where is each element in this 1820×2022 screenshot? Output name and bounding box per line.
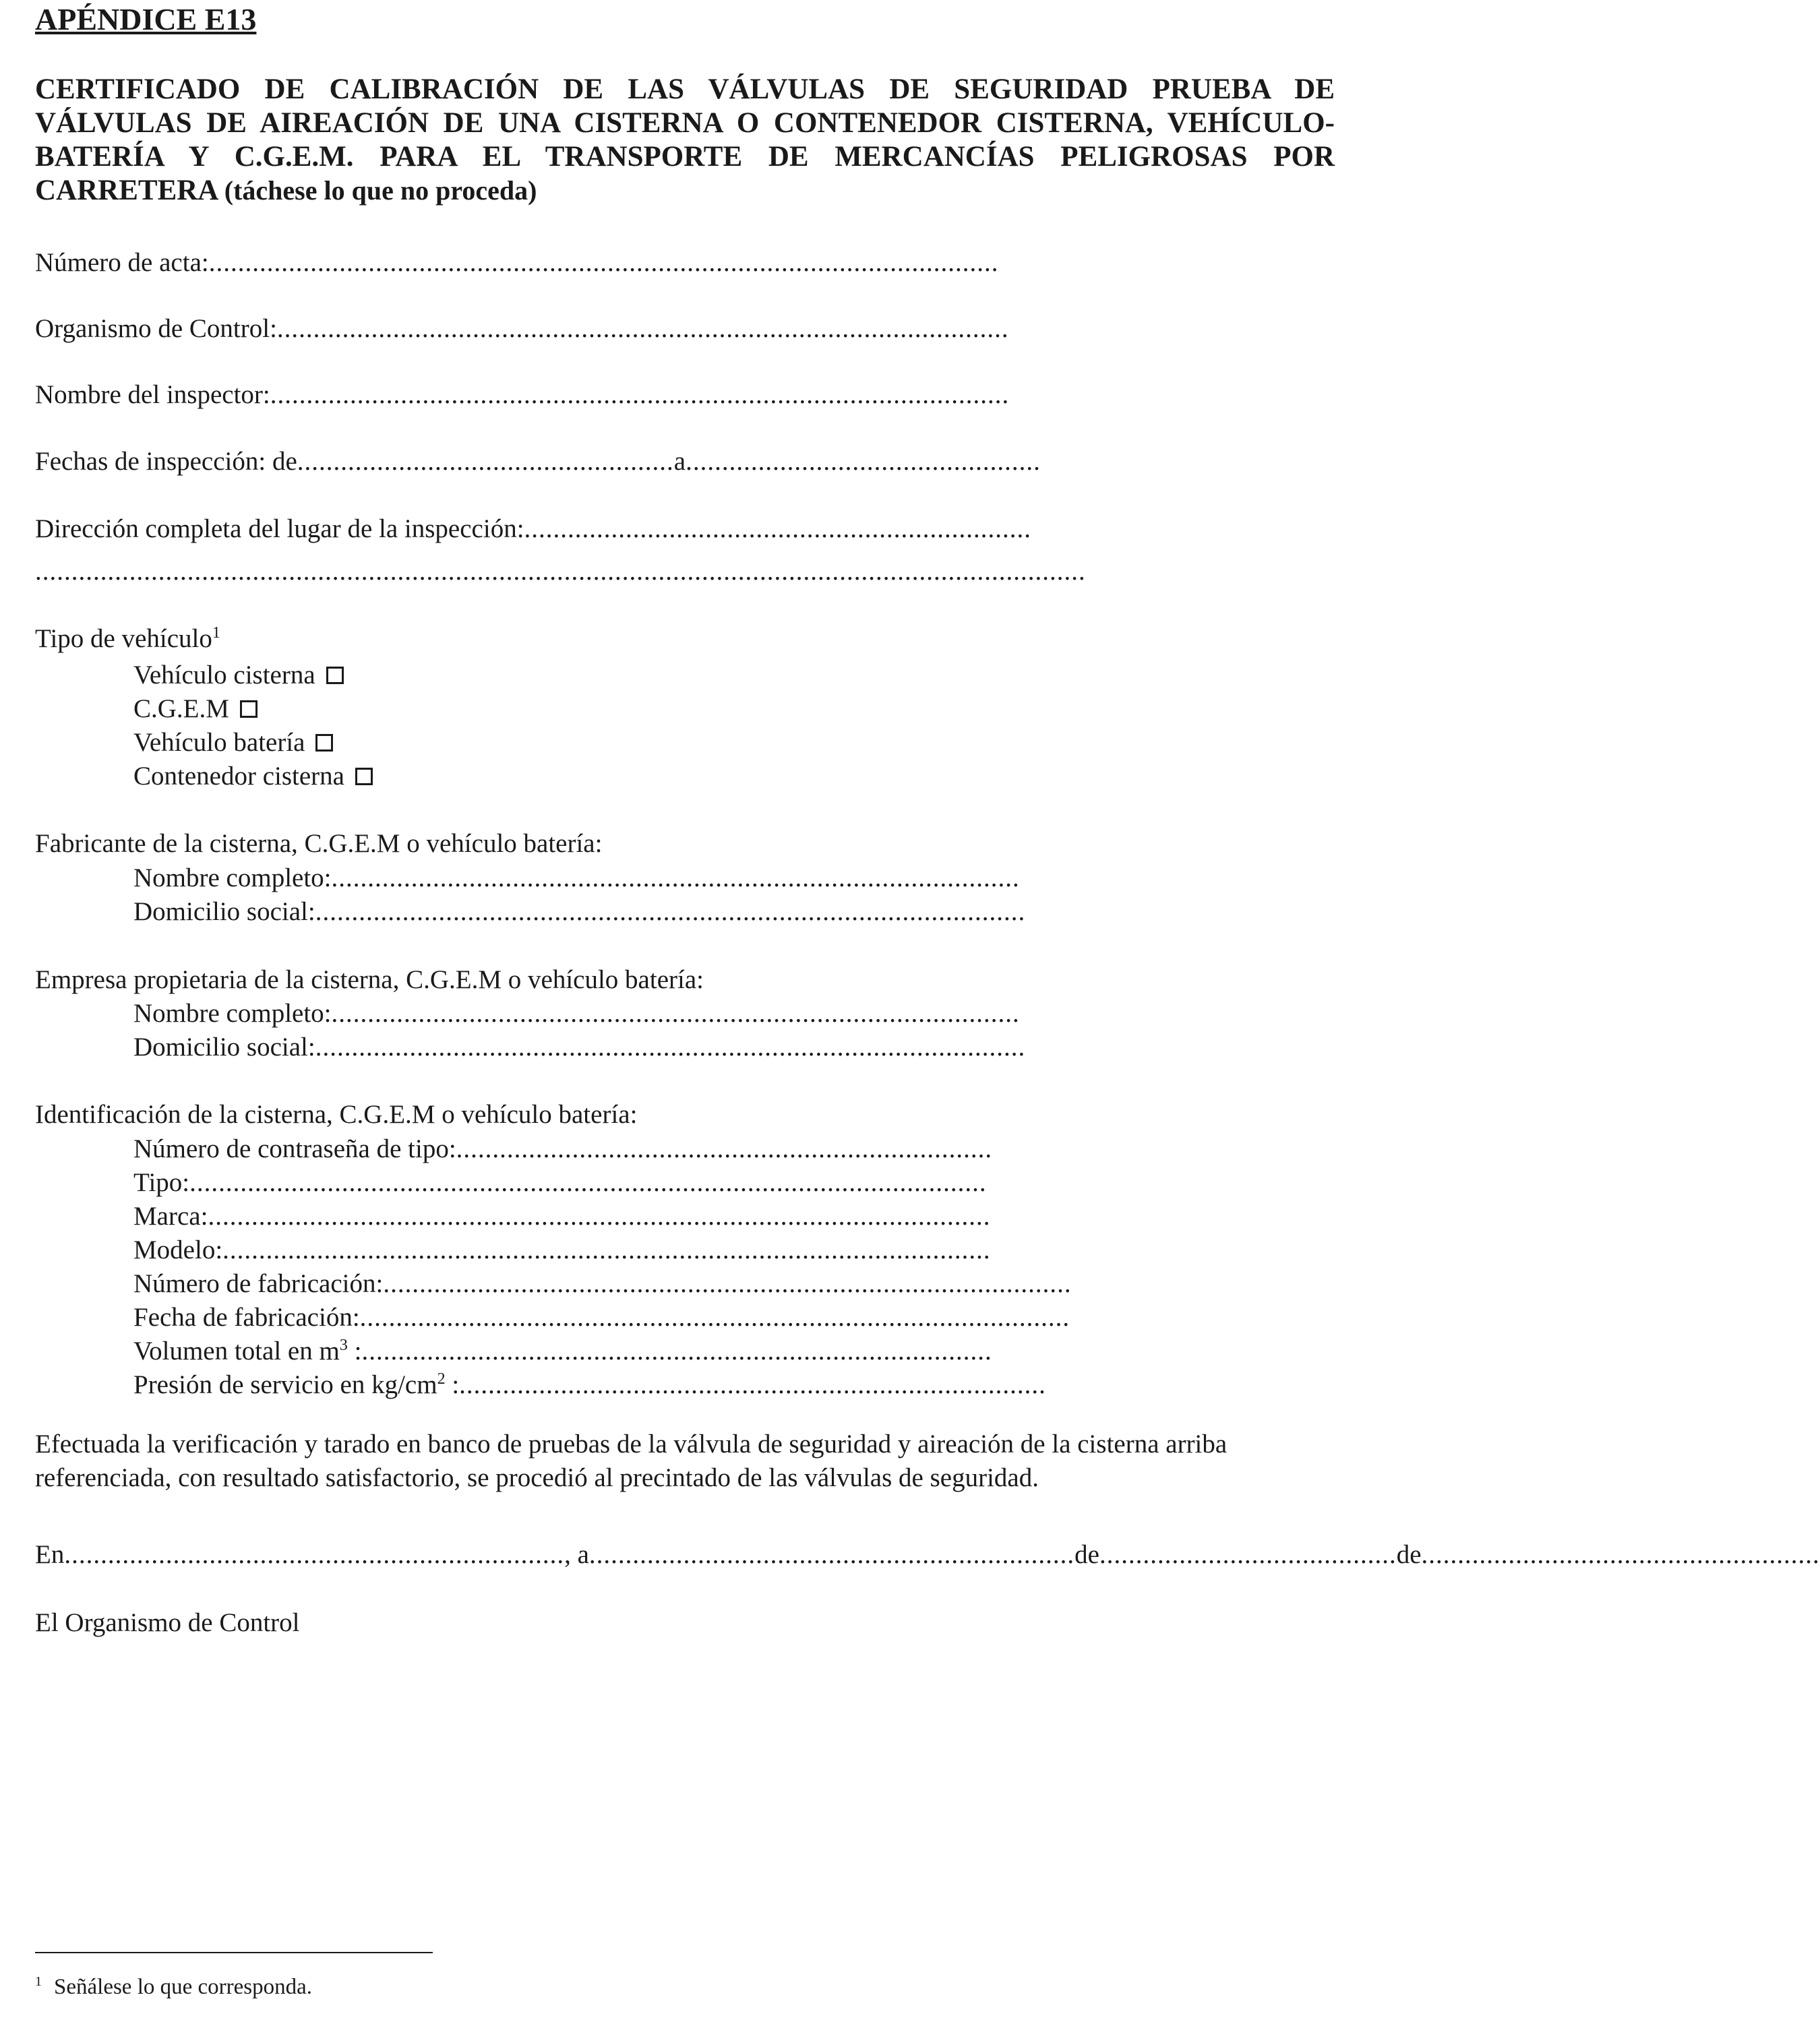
title-text: CERTIFICADO DE CALIBRACIÓN DE LAS VÁLVULAS DE SEGURIDAD PRUEBA DE VÁLVULAS DE AIREACIÓN DE UNA CISTERNA O CONTENEDOR CISTERNA, VEHÍCULO-BATERÍA Y C.G.E.M. PARA EL TRANSPORTE DE MERCANCÍAS PELIGROSAS POR CARRETERA — [35, 73, 1335, 206]
field-contrasena[interactable]: Número de contraseña de tipo:.......................................................................... — [133, 1134, 993, 1163]
field-label: Número de acta: — [35, 248, 209, 277]
fill-dots: ............................................................................................... — [331, 999, 1020, 1028]
checkbox-icon[interactable] — [326, 667, 344, 684]
appendix-heading: APÉNDICE E13 — [35, 2, 257, 36]
field-tipo[interactable]: Tipo:.............................................................................................................. — [133, 1168, 987, 1197]
option-vehiculo-cisterna[interactable]: Vehículo cisterna — [133, 659, 344, 692]
field-fabricante-nombre[interactable]: Nombre completo:............................................................................................... — [133, 863, 1020, 892]
footnote-ref: 1 — [212, 624, 220, 642]
field-modelo[interactable]: Modelo:.......................................................................................................... — [133, 1235, 991, 1264]
fill-dots: ............................................................................................................ — [208, 1202, 991, 1231]
title-note: (táchese lo que no proceda) — [224, 175, 537, 206]
option-vehiculo-bateria[interactable]: Vehículo batería — [133, 727, 333, 759]
checkbox-icon[interactable] — [315, 734, 333, 752]
field-fabricante-domicilio[interactable]: Domicilio social:.................................................................................................. — [133, 897, 1026, 926]
field-label: Nombre del inspector: — [35, 380, 270, 409]
fill-dots: .................................................................................................. — [359, 1303, 1070, 1332]
fill-dots: ...................................................................................................... — [270, 380, 1010, 409]
fill-dots: .......................................................................................................... — [222, 1235, 991, 1264]
field-num-fabricacion[interactable]: Número de fabricación:............................................................................................... — [133, 1269, 1072, 1298]
footnote-text: Señálese lo que corresponda. — [54, 1975, 313, 1999]
fabricante-label: Fabricante de la cisterna, C.G.E.M o vehículo batería: — [35, 829, 603, 858]
checkbox-icon[interactable] — [240, 700, 257, 718]
field-presion[interactable]: Presión de servicio en $kg/cm^2$ :................................................................................. — [133, 1370, 1046, 1399]
propietaria-label: Empresa propietaria de la cisterna, C.G.E.M o vehículo batería: — [35, 965, 704, 994]
footnote-divider — [35, 1952, 433, 1953]
fill-dots: ..................................................................... — [64, 1540, 565, 1569]
verification-paragraph: Efectuada la verificación y tarado en banco de pruebas de la válvula de seguridad y aireación de la cisterna arriba referenciada, con resultado satisfactorio, se procedió al precintado de las válvulas de seguridad. — [35, 1430, 1227, 1492]
fill-dots: ...................................................................... — [524, 514, 1032, 543]
field-label: Fechas de inspección: de — [35, 447, 297, 476]
field-fechas[interactable] — [35, 446, 1041, 478]
fill-dots: ............................................................................................... — [383, 1269, 1072, 1298]
fill-dots: ............................................................................................................. — [208, 248, 999, 277]
footnote — [35, 1975, 312, 2000]
field-lugar-fecha[interactable]: En....................................................................., a...................................................................de.........................................de....................................................... — [35, 1540, 1820, 1569]
field-inspector[interactable] — [35, 379, 1009, 411]
field-direccion-cont[interactable] — [35, 555, 1086, 588]
document-title — [35, 73, 1335, 208]
fill-dots: ....................................................... — [1421, 1540, 1820, 1569]
field-volumen[interactable]: Volumen total en $m^3$ :....................................................................................... — [133, 1337, 992, 1366]
fill-dots: .................................................................................................. — [315, 897, 1026, 926]
field-marca[interactable]: Marca:............................................................................................................ — [133, 1202, 991, 1231]
fill-dots: .............................................................................................................. — [189, 1168, 987, 1197]
field-label: Organismo de Control: — [35, 314, 277, 343]
field-fecha-fabricacion[interactable]: Fecha de fabricación:.................................................................................................. — [133, 1303, 1070, 1332]
field-organismo[interactable] — [35, 313, 1009, 345]
fill-dots: ................................................................................................................................................. — [35, 557, 1086, 586]
fill-dots: ................................................................................. — [459, 1370, 1046, 1399]
footnote-number: 1 — [35, 1974, 42, 1989]
fill-dots: .................................................................................................. — [315, 1033, 1026, 1062]
field-label: Dirección completa del lugar de la inspección: — [35, 514, 524, 543]
field-propietaria-nombre[interactable]: Nombre completo:............................................................................................... — [133, 999, 1020, 1028]
fill-dots: ......................................... — [1099, 1540, 1397, 1569]
fill-dots: ................................................. — [686, 447, 1041, 476]
tipo-vehiculo-label: Tipo de vehículo$^1$ — [35, 624, 220, 653]
fill-dots: .......................................................................... — [456, 1134, 993, 1163]
signature-label: El Organismo de Control — [35, 1608, 300, 1637]
identificacion-label: Identificación de la cisterna, C.G.E.M o vehículo batería: — [35, 1100, 638, 1129]
field-propietaria-domicilio[interactable]: Domicilio social:.................................................................................................. — [133, 1033, 1026, 1062]
fill-dots: .................................................... — [297, 447, 674, 476]
field-numero-acta[interactable] — [35, 247, 998, 279]
option-contenedor-cisterna[interactable]: Contenedor cisterna — [133, 760, 373, 793]
fill-dots: ................................................................... — [588, 1540, 1075, 1569]
field-label-a: a — [673, 447, 686, 476]
field-direccion[interactable] — [35, 513, 1031, 545]
checkbox-icon[interactable] — [355, 768, 373, 785]
fill-dots: ..................................................................................................... — [276, 314, 1009, 343]
fill-dots: ....................................................................................... — [361, 1337, 992, 1366]
fill-dots: ............................................................................................... — [331, 863, 1020, 892]
option-cgem[interactable]: C.G.E.M — [133, 693, 257, 725]
